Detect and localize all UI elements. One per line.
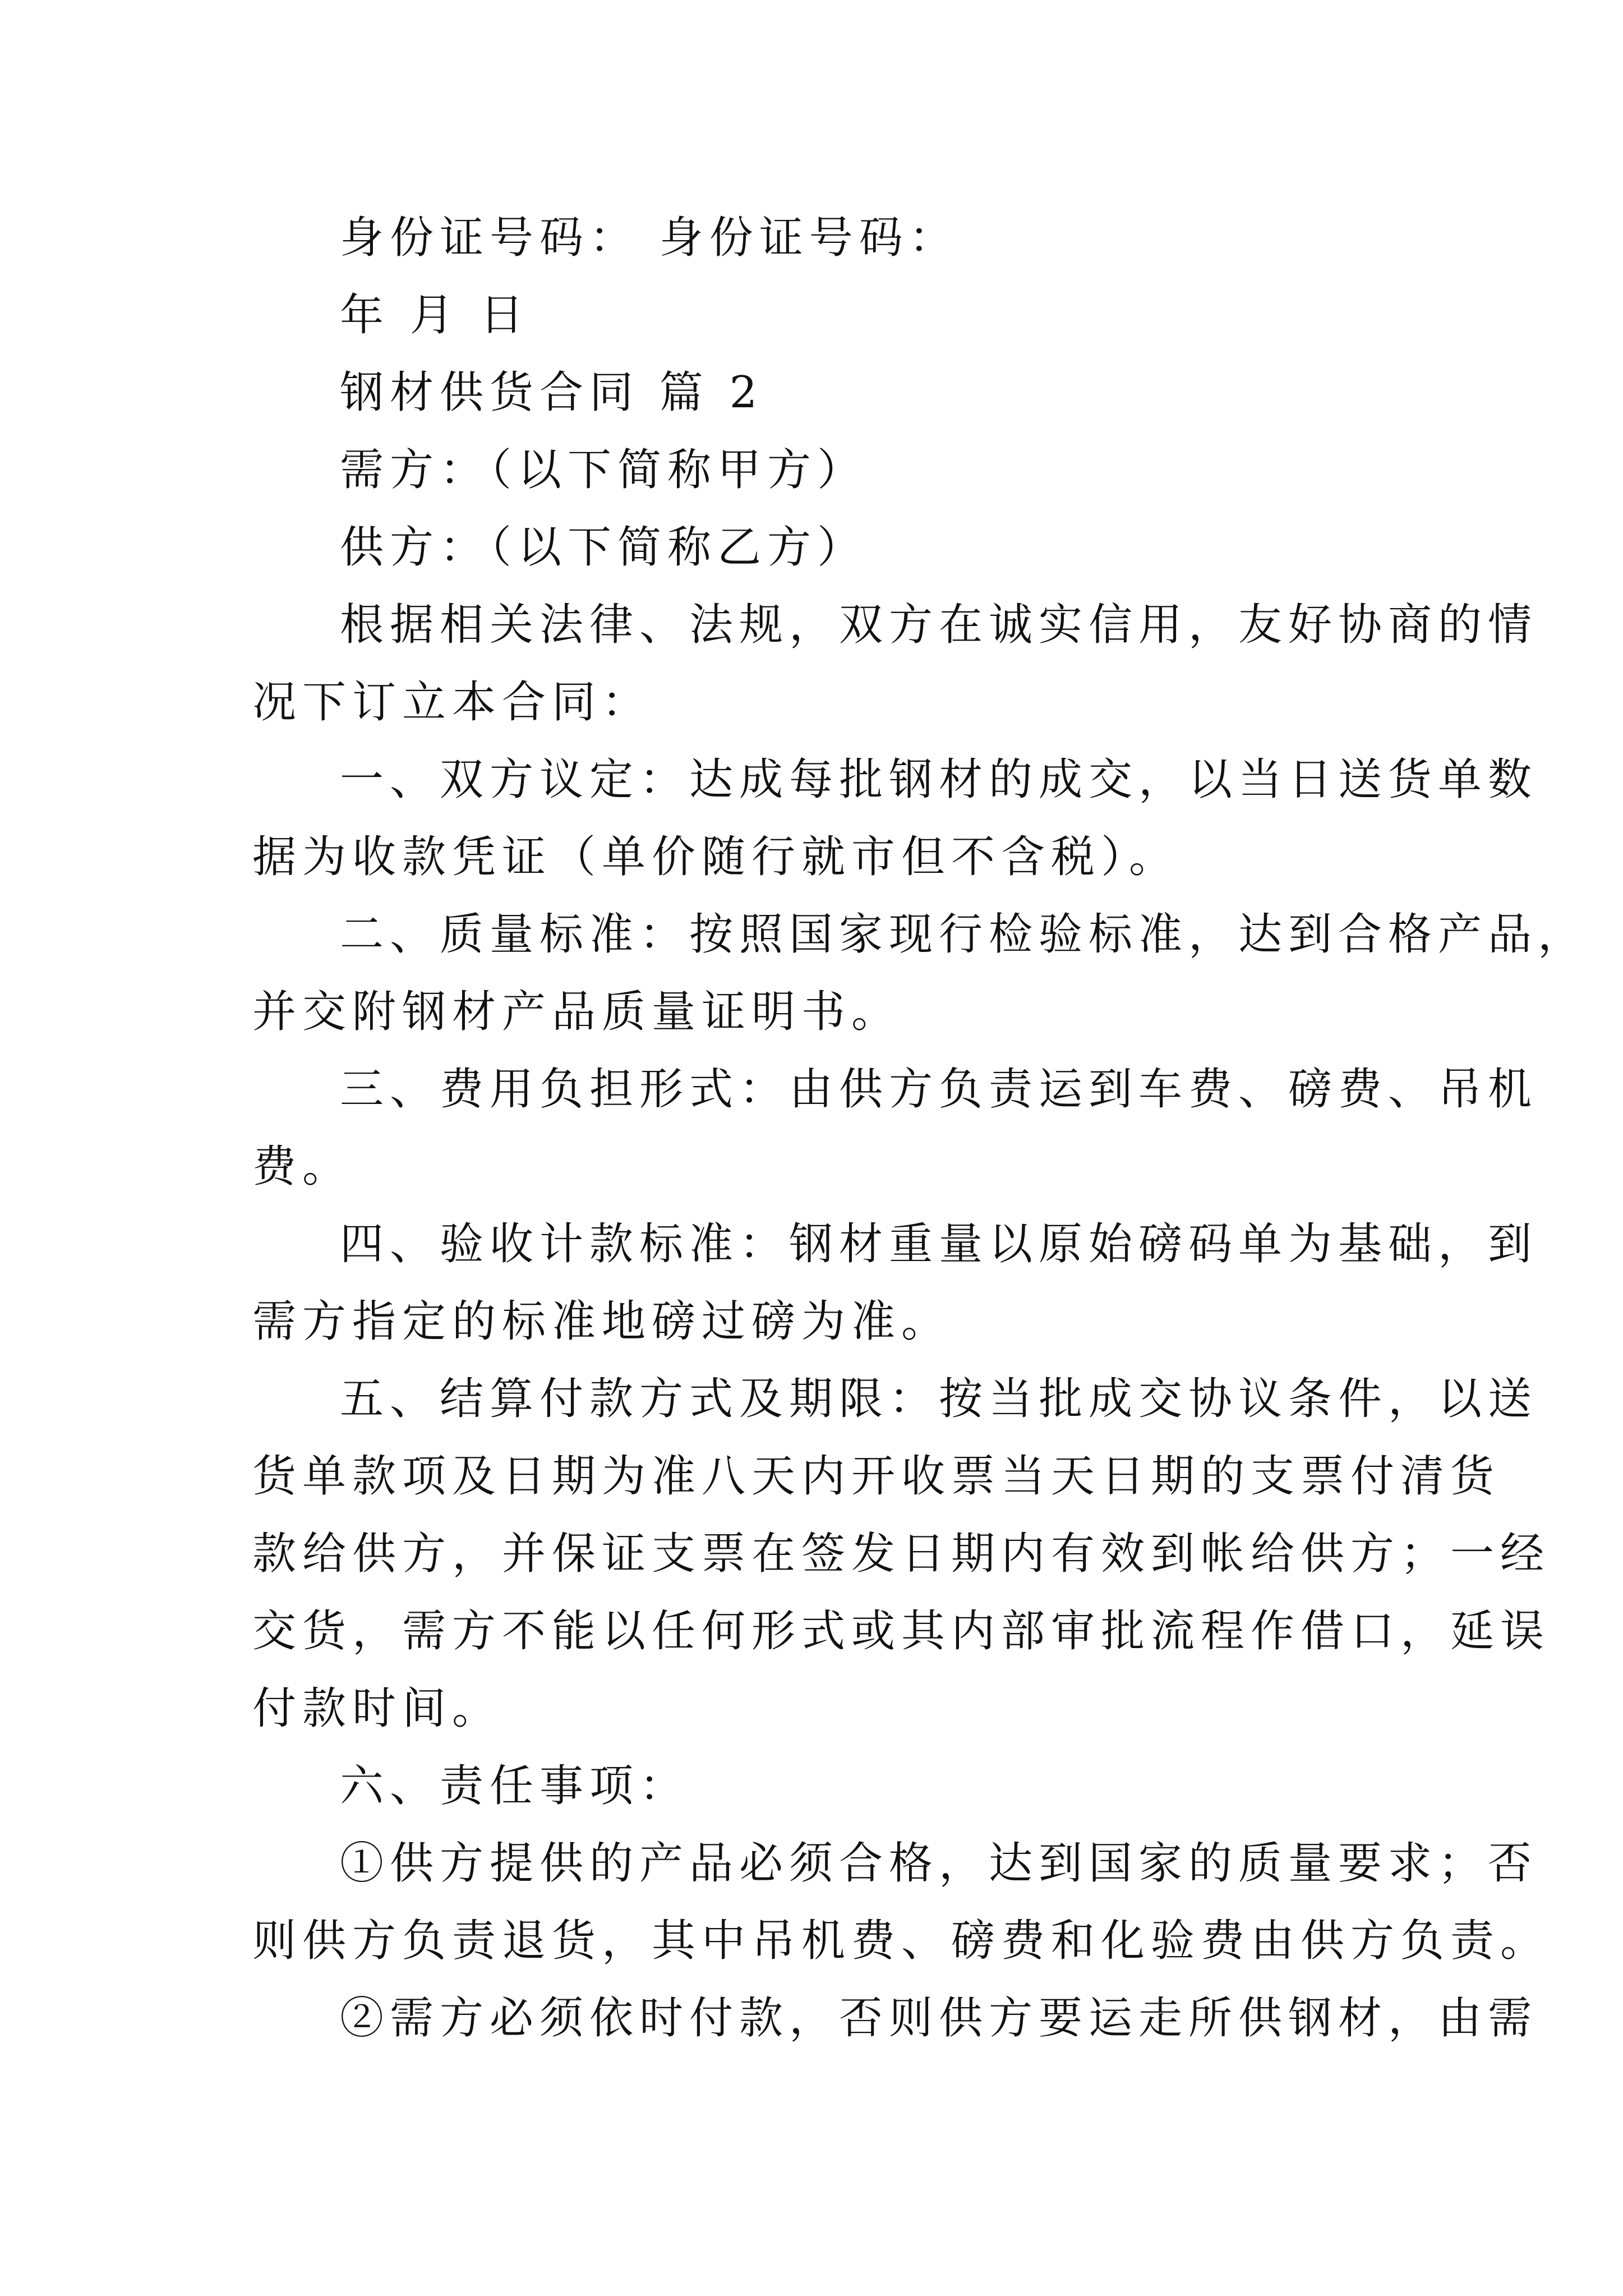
clause-6-item-2-line-1: ②需方必须依时付款，否则供方要运走所供钢材，由需 [340,1993,1538,2044]
preamble-line-2: 况下订立本合同： [252,677,652,728]
clause-3-line-2: 费。 [252,1142,353,1192]
clause-3-line-1: 三、费用负担形式：由供方负责运到车费、磅费、吊机 [340,1064,1538,1115]
clause-2-line-1: 二、质量标准：按照国家现行检验标准，达到合格产品， [340,909,1588,960]
preamble-line-1: 根据相关法律、法规，双方在诚实信用，友好协商的情 [340,600,1538,650]
clause-1-line-1: 一、双方议定：达成每批钢材的成交，以当日送货单数 [340,754,1538,805]
supplier-line: 供方：（以下简称乙方） [340,522,868,573]
id-number-line: 身份证号码： 身份证号码： [340,213,959,263]
contract-title: 钢材供货合同 篇 2 [340,367,764,418]
clause-4-line-2: 需方指定的标准地磅过磅为准。 [252,1296,952,1347]
clause-2-line-2: 并交附钢材产品质量证明书。 [252,987,902,1037]
clause-6-item-1-line-1: ①供方提供的产品必须合格，达到国家的质量要求；否 [340,1838,1538,1889]
clause-5-line-1: 五、结算付款方式及期限：按当批成交协议条件，以送 [340,1374,1538,1424]
clause-6-item-1-line-2: 则供方负责退货，其中吊机费、磅费和化验费由供方负责。 [252,1916,1551,1966]
document-body [252,199,1588,2057]
clause-5-line-2: 货单款项及日期为准八天内开收票当天日期的支票付清货 [252,1451,1501,1502]
clause-1-line-2: 据为收款凭证（单价随行就市但不含税）。 [252,832,1179,882]
buyer-line: 需方：（以下简称甲方） [340,445,868,495]
clause-5-line-3: 款给供方，并保证支票在签发日期内有效到帐给供方；一经 [252,1529,1551,1579]
clause-5-line-5: 付款时间。 [252,1683,502,1734]
date-line: 年 月 日 [340,290,530,341]
clause-4-line-1: 四、验收计款标准：钢材重量以原始磅码单为基础，到 [340,1219,1538,1269]
clause-5-line-4: 交货，需方不能以任何形式或其内部审批流程作借口，延误 [252,1606,1551,1657]
clause-6-heading: 六、责任事项： [340,1761,690,1811]
